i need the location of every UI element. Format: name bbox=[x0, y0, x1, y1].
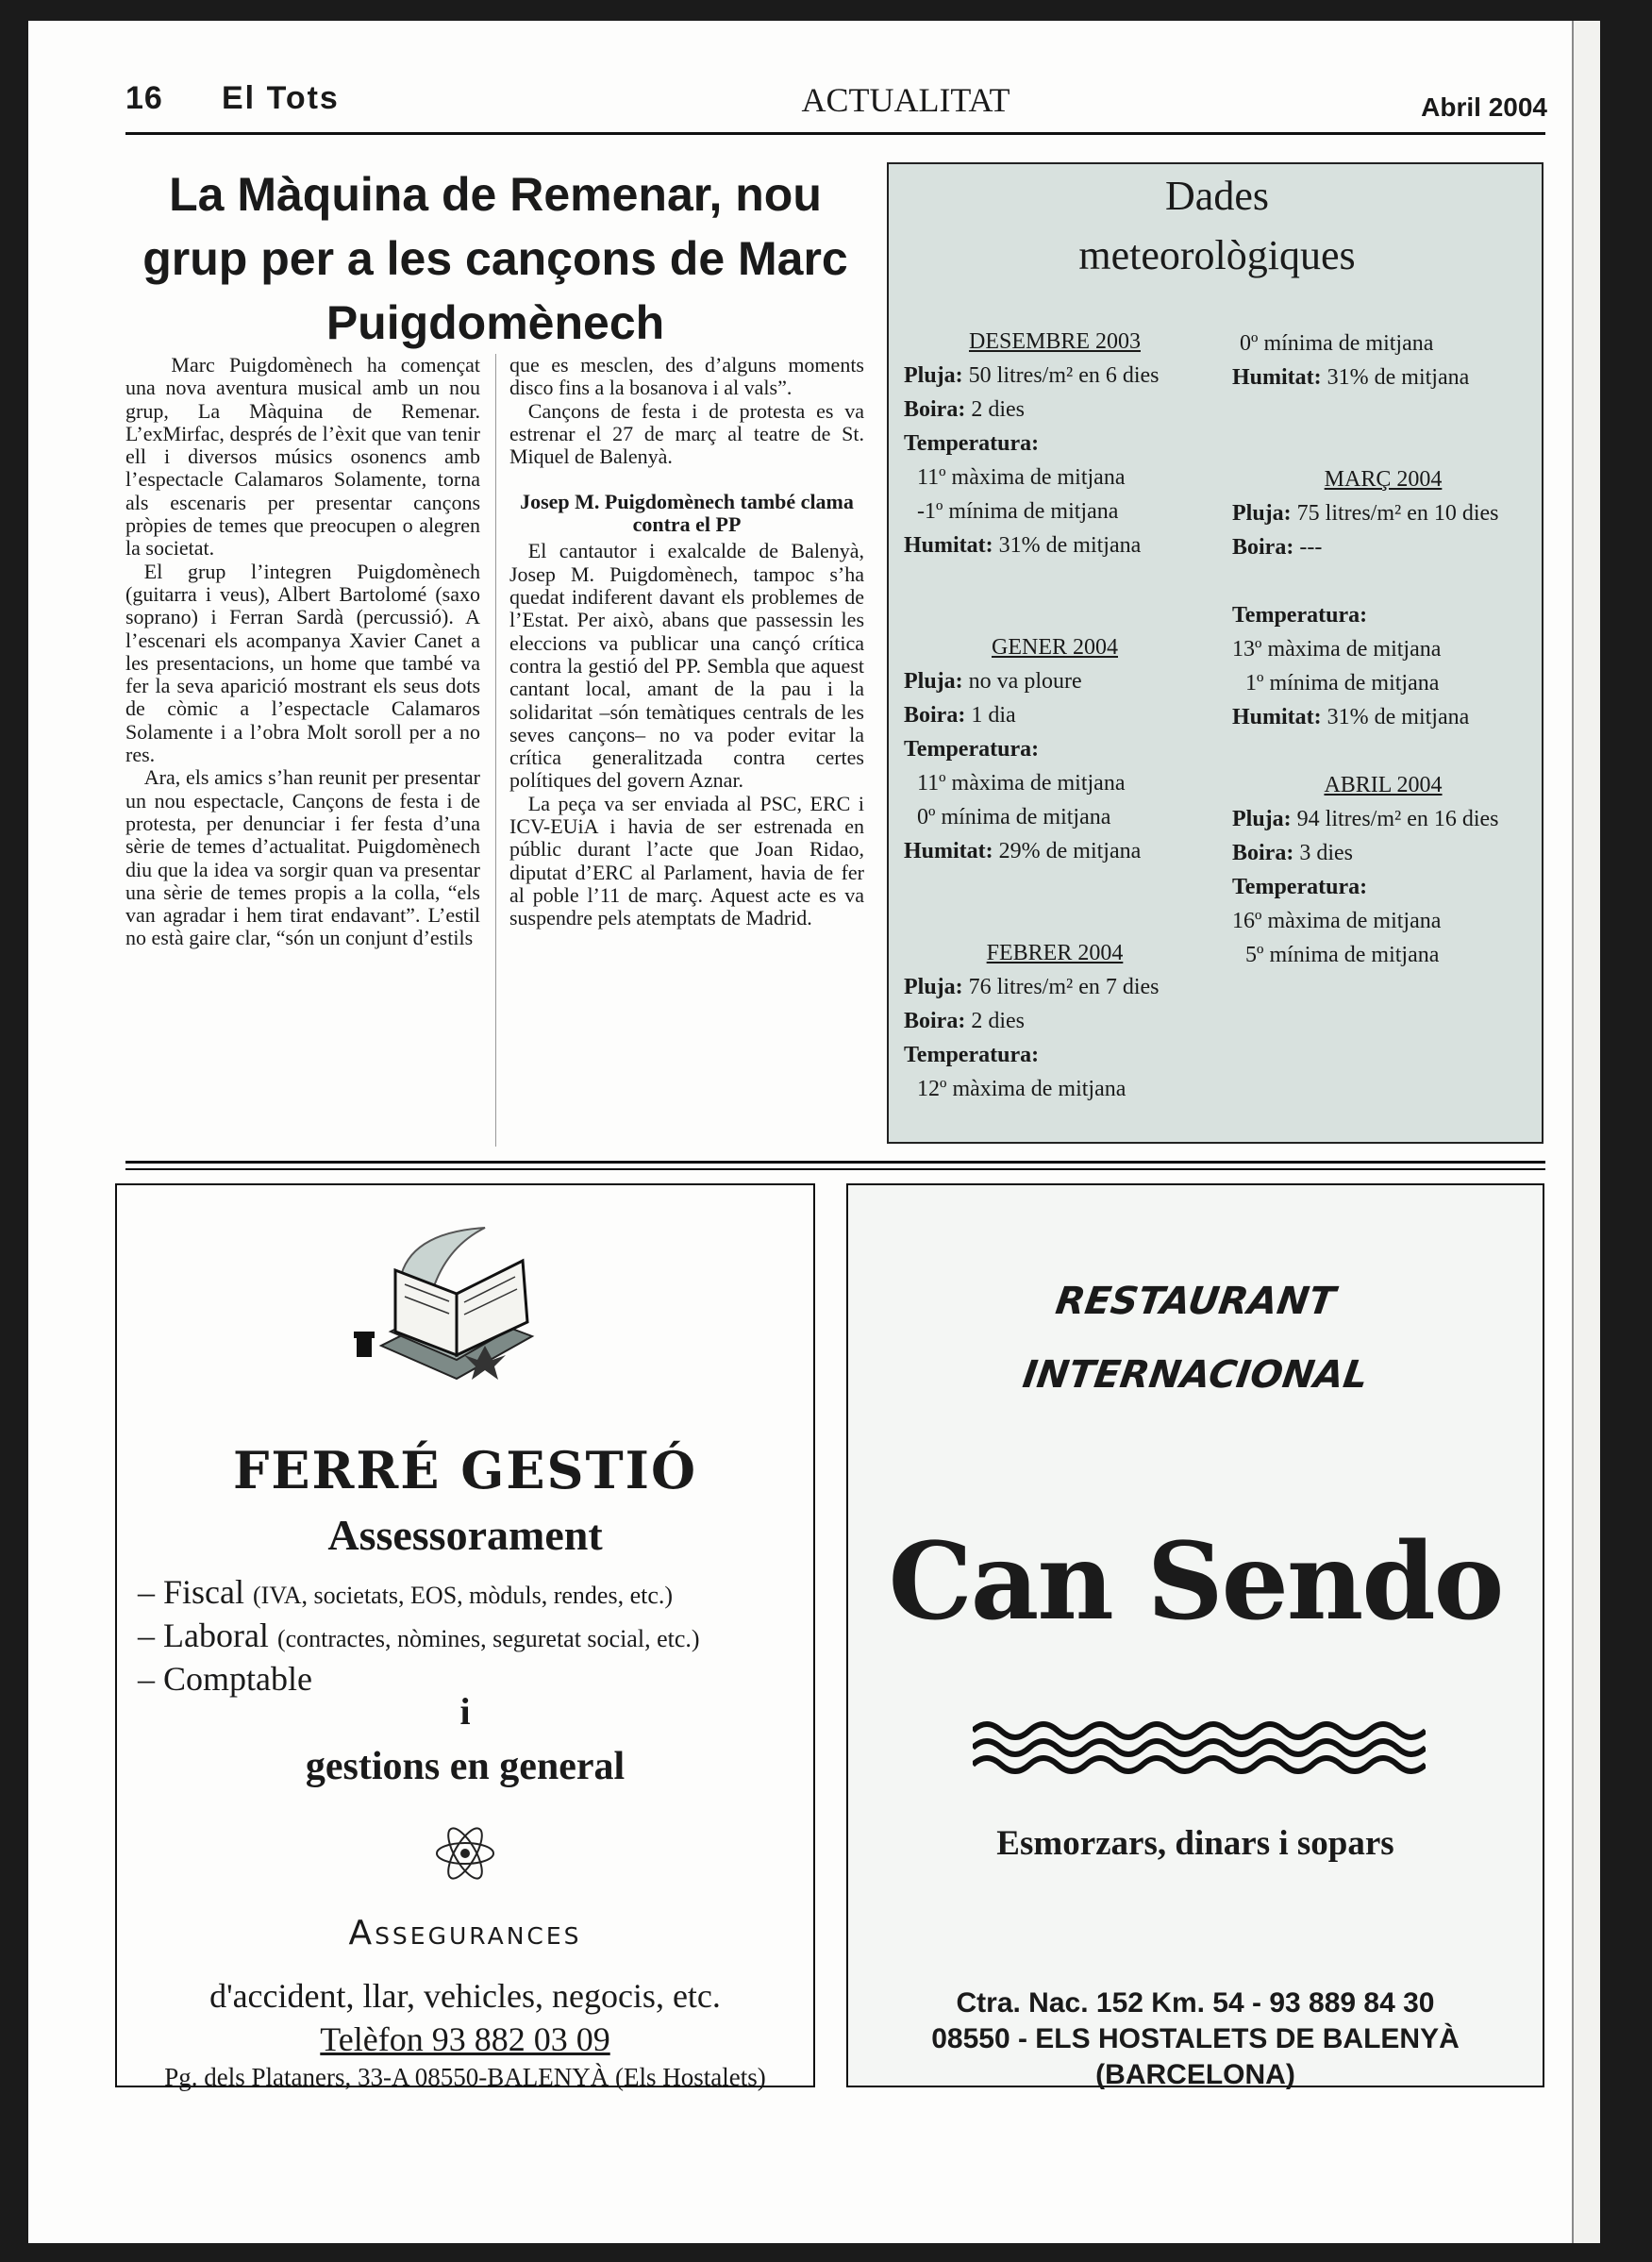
boira-value: 2 dies bbox=[971, 397, 1025, 422]
month-heading: GENER 2004 bbox=[992, 635, 1118, 660]
article-paragraph: La peça va ser enviada al PSC, ERC i ICV-EUiA i havia de ser estrenada en públic durant l’acte que Joan Ridao, diputat d’ERC al Parlament, havia de fer al poble l’11 de març. Aquest acte es va suspendre pels atemptats de Madrid. bbox=[509, 791, 864, 930]
pluja-value: 50 litres/m² en 6 dies bbox=[968, 363, 1160, 388]
conjunction-text: i bbox=[459, 1690, 471, 1733]
pluja-label: Pluja: bbox=[1232, 807, 1292, 831]
month-heading: ABRIL 2004 bbox=[1324, 773, 1443, 797]
service-item bbox=[138, 1572, 673, 1612]
restaurant-name: Can Sendo bbox=[888, 1520, 1503, 1644]
restaurant-address-line: 08550 - ELS HOSTALETS DE BALENYÀ bbox=[931, 2023, 1460, 2054]
humitat-label: Humitat: bbox=[1232, 365, 1322, 390]
humitat-label: Humitat: bbox=[904, 533, 993, 558]
humitat-value: 31% de mitjana bbox=[1327, 705, 1470, 729]
wave-ornament-icon bbox=[973, 1714, 1426, 1780]
service-item bbox=[138, 1616, 700, 1655]
temp-min: -1º mínima de mitjana bbox=[917, 499, 1119, 524]
boira-value: --- bbox=[1299, 535, 1323, 560]
temp-max: 11º màxima de mitjana bbox=[917, 771, 1126, 796]
boira-value: 2 dies bbox=[971, 1009, 1025, 1033]
weather-data-box bbox=[887, 162, 1544, 1144]
temp-max: 12º màxima de mitjana bbox=[917, 1077, 1126, 1101]
insurance-title: Assegurances bbox=[348, 1914, 582, 1952]
temperatura-label: Temperatura: bbox=[904, 431, 1040, 456]
pluja-label: Pluja: bbox=[904, 669, 963, 694]
temp-min: 5º mínima de mitjana bbox=[1245, 943, 1440, 967]
humitat-value: 31% de mitjana bbox=[998, 533, 1142, 558]
scan-border-top bbox=[0, 0, 1652, 21]
weather-title-line: Dades bbox=[1165, 173, 1269, 219]
pluja-label: Pluja: bbox=[904, 975, 963, 999]
book-logo-icon bbox=[343, 1204, 570, 1393]
boira-label: Boira: bbox=[1232, 841, 1294, 865]
can-sendo-advertisement bbox=[846, 1183, 1544, 2090]
temp-min: 0º mínima de mitjana bbox=[1240, 331, 1434, 356]
temperatura-label: Temperatura: bbox=[904, 737, 1040, 762]
boira-label: Boira: bbox=[1232, 535, 1294, 560]
service-detail: (contractes, nòmines, seguretat social, etc.) bbox=[276, 1625, 700, 1652]
article-paragraph: Cançons de festa i de protesta es va estrenar el 27 de març al teatre de St. Miquel de Balenyà. bbox=[509, 398, 864, 469]
pluja-label: Pluja: bbox=[1232, 501, 1292, 526]
scan-border-bottom bbox=[0, 2243, 1652, 2262]
article-column-1 bbox=[125, 354, 480, 950]
service-label: – Fiscal bbox=[138, 1573, 244, 1611]
article-headline: La Màquina de Remenar, nou grup per a les cançons de Marc Puigdomènech bbox=[142, 168, 848, 349]
temperatura-label: Temperatura: bbox=[1232, 603, 1368, 628]
general-services-text: gestions en general bbox=[305, 1745, 626, 1788]
scan-border-left bbox=[0, 0, 28, 2262]
article-subhead: Josep M. Puigdomènech també clama contra el PP bbox=[520, 490, 854, 537]
humitat-value: 31% de mitjana bbox=[1327, 365, 1470, 390]
section-title: ACTUALITAT bbox=[801, 81, 1010, 119]
month-heading: FEBRER 2004 bbox=[986, 941, 1124, 965]
issue-date: Abril 2004 bbox=[1421, 92, 1547, 122]
boira-label: Boira: bbox=[904, 1009, 966, 1033]
pluja-label: Pluja: bbox=[904, 363, 963, 388]
weather-column-right bbox=[1232, 327, 1534, 972]
ferre-gestio-name: FERRÉ GESTIÓ bbox=[233, 1440, 697, 1500]
page-number: 16 bbox=[125, 80, 163, 116]
weather-column-left bbox=[904, 325, 1206, 1106]
header-rule bbox=[125, 132, 1545, 135]
restaurant-label: RESTAURANT bbox=[1053, 1280, 1338, 1323]
boira-label: Boira: bbox=[904, 703, 966, 728]
next-page-edge bbox=[1572, 21, 1602, 2243]
month-heading: DESEMBRE 2003 bbox=[968, 329, 1141, 354]
weather-title bbox=[889, 166, 1545, 285]
service-detail: (IVA, societats, EOS, mòduls, rendes, etc.) bbox=[253, 1582, 674, 1609]
article-column-2 bbox=[509, 354, 864, 930]
temp-max: 11º màxima de mitjana bbox=[917, 465, 1126, 490]
ferre-subtitle: Assessorament bbox=[327, 1511, 603, 1559]
atom-icon bbox=[432, 1816, 498, 1891]
pluja-value: 75 litres/m² en 10 dies bbox=[1296, 501, 1499, 526]
temp-min: 1º mínima de mitjana bbox=[1245, 671, 1440, 695]
temp-max: 13º màxima de mitjana bbox=[1232, 637, 1442, 662]
pluja-value: 94 litres/m² en 16 dies bbox=[1296, 807, 1499, 831]
section-divider bbox=[125, 1161, 1545, 1164]
publication-name: El Tots bbox=[222, 80, 340, 116]
article-paragraph: El cantautor i exalcalde de Balenyà, Josep M. Puigdomènech, tampoc s’ha quedat indiferent davant els problemes de l’Estat. Per això, abans que passessin les eleccions va publicar una cançó crítica contra la gestió del PP. Sembla que aquest cantant local, amant de la pau i la solidaritat –són temàtiques centrals de les seves cançons– no va poder evitar la crítica generalitzada contra certes polítiques del govern Aznar. bbox=[509, 539, 864, 793]
service-label: – Comptable bbox=[138, 1660, 312, 1698]
boira-value: 3 dies bbox=[1299, 841, 1353, 865]
weather-title-line: meteorològiques bbox=[1078, 232, 1356, 278]
service-label: – Laboral bbox=[138, 1617, 269, 1654]
article-paragraph: que es mesclen, des d’alguns moments disco fins a la bosanova i al vals”. bbox=[509, 353, 864, 400]
humitat-label: Humitat: bbox=[904, 839, 993, 863]
column-divider bbox=[495, 354, 496, 1147]
restaurant-address-line: (BARCELONA) bbox=[1095, 2059, 1295, 2090]
temperatura-label: Temperatura: bbox=[1232, 875, 1368, 899]
article-paragraph: Ara, els amics s’han reunit per presentar un nou espectacle, Cançons de festa i de protesta, per denunciar i fer festa d’una sèrie de temes d’actualitat. Puigdomènech diu que la idea va sorgir quan va presentar una sèrie de temes propis a la colla, “els van agradar i hem tirat endavant”. L’estil no està gaire clar, “són un conjunt d’estils bbox=[125, 765, 480, 950]
scan-border-right bbox=[1600, 0, 1652, 2262]
temperatura-label: Temperatura: bbox=[904, 1043, 1040, 1067]
boira-label: Boira: bbox=[904, 397, 966, 422]
restaurant-type: INTERNACIONAL bbox=[1020, 1353, 1371, 1397]
humitat-label: Humitat: bbox=[1232, 705, 1322, 729]
pluja-value: 76 litres/m² en 7 dies bbox=[968, 975, 1160, 999]
humitat-value: 29% de mitjana bbox=[998, 839, 1142, 863]
temp-min: 0º mínima de mitjana bbox=[917, 805, 1111, 829]
restaurant-address-line: Ctra. Nac. 152 Km. 54 - 93 889 84 30 bbox=[956, 1987, 1435, 2019]
section-divider bbox=[125, 1168, 1545, 1170]
article-paragraph: El grup l’integren Puigdomènech (guitarra i veus), Albert Bartolomé (saxo soprano) i Ferran Sardà (percussió). A l’escenari els acompanya Xavier Canet a les presentacions, un home que també va fer la seva aparició mostrant els seus dots de còmic a l’espectacle Calamaros Solamente i a l’obra Molt soroll per a no res. bbox=[125, 559, 480, 767]
month-heading: MARÇ 2004 bbox=[1324, 467, 1443, 492]
article-paragraph: Marc Puigdomènech ha començat una nova aventura musical amb un nou grup, La Màquina de Remenar. L’exMirfac, després de l’èxit que van tenir ell i diversos músics osonencs amb l’espectacle Calamaros Solamente, torna als escenaris per presentar cançons pròpies de temes que preocupen o alegren la societat. bbox=[125, 353, 480, 561]
pluja-value: no va ploure bbox=[968, 669, 1082, 694]
ferre-gestio-advertisement bbox=[115, 1183, 815, 2091]
restaurant-meals: Esmorzars, dinars i sopars bbox=[996, 1824, 1394, 1863]
boira-value: 1 dia bbox=[971, 703, 1016, 728]
temp-max: 16º màxima de mitjana bbox=[1232, 909, 1442, 933]
ferre-phone: Telèfon 93 882 03 09 bbox=[320, 2020, 610, 2058]
ferre-address: Pg. dels Plataners, 33-A 08550-BALENYÀ (Els Hostalets) bbox=[164, 2063, 766, 2091]
insurance-description: d'accident, llar, vehicles, negocis, etc. bbox=[209, 1977, 721, 2015]
